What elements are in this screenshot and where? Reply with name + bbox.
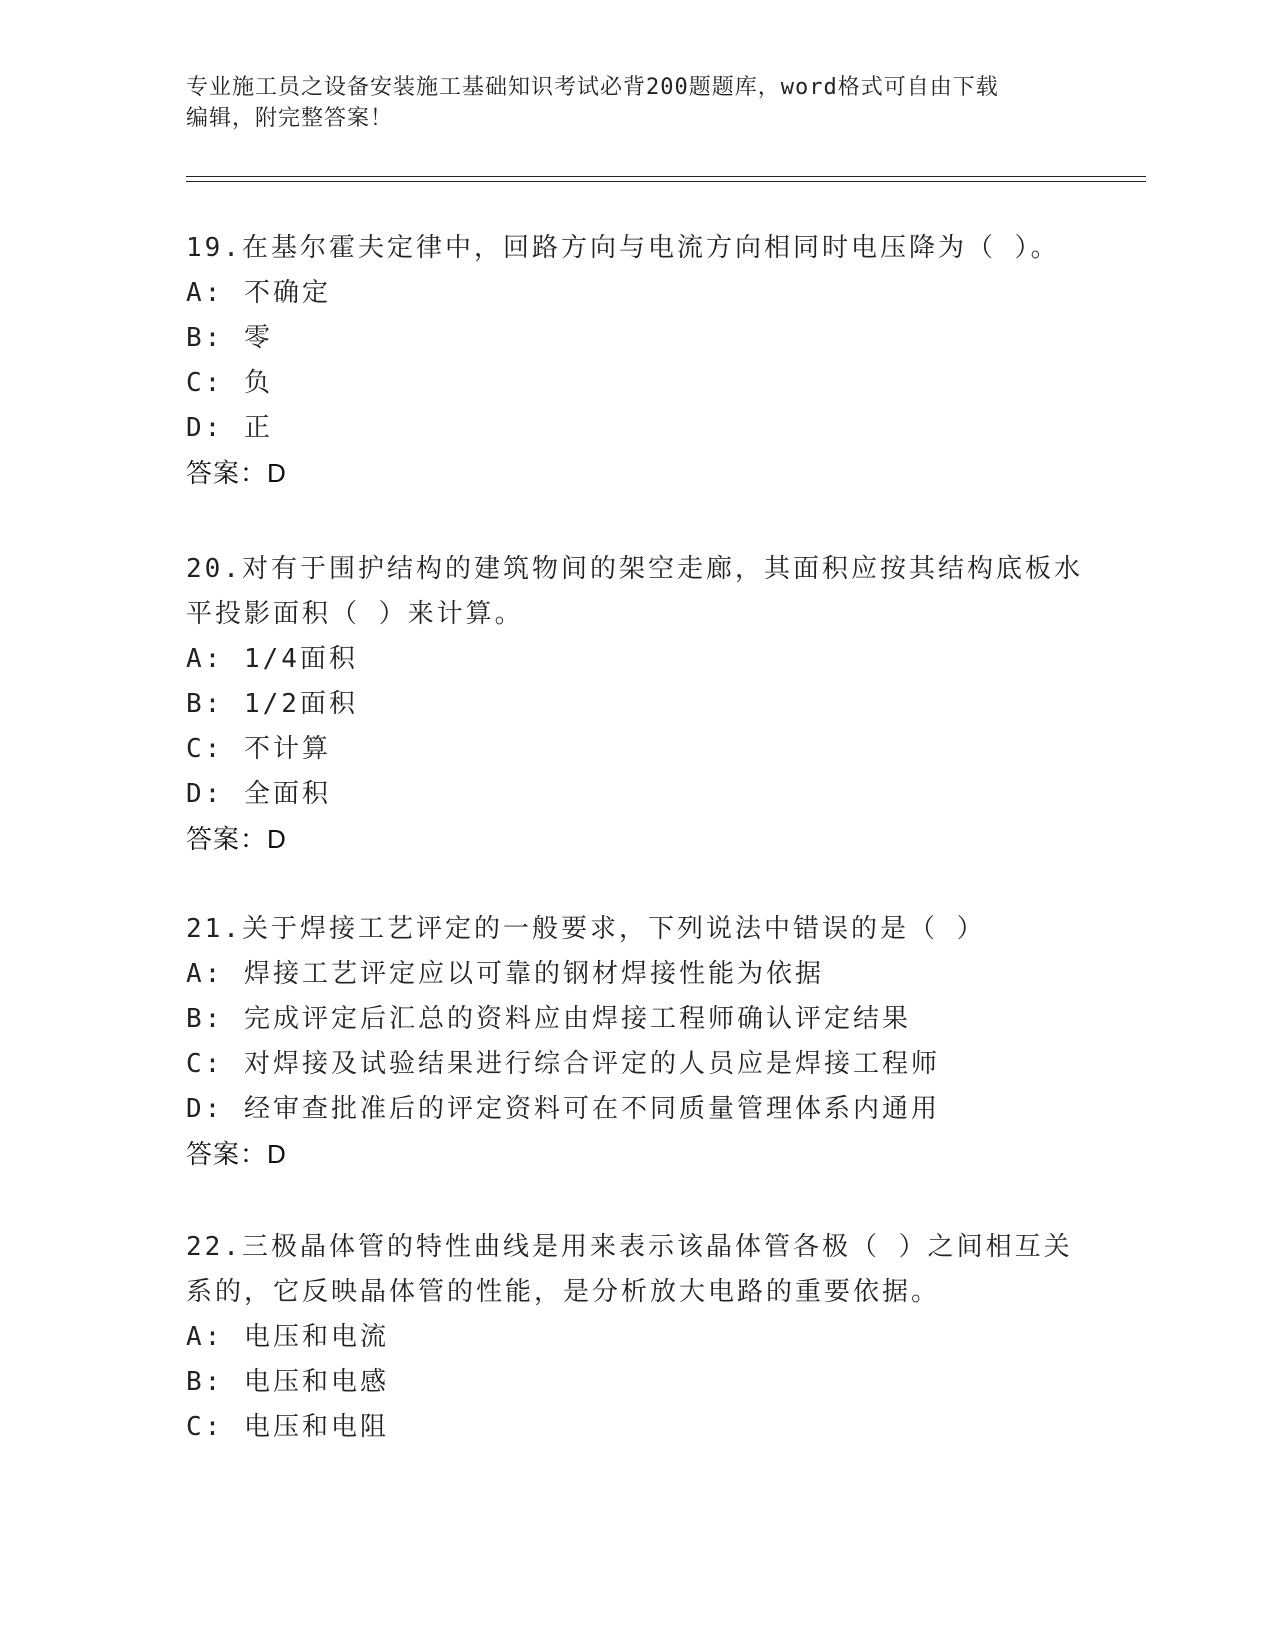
option-key: A: [186, 959, 224, 989]
option-key: A: [186, 278, 224, 308]
option-b [186, 997, 1086, 1042]
option-text: 全面积 [243, 779, 331, 809]
option-key: B: [186, 323, 224, 353]
option-key: C: [186, 368, 224, 398]
option-d [186, 406, 1086, 451]
header-line-2: 编辑，附完整答案！ [186, 106, 394, 131]
option-key: C: [186, 1049, 224, 1079]
option-text: 对焊接及试验结果进行综合评定的人员应是焊接工程师 [243, 1049, 940, 1079]
option-key: B: [186, 689, 224, 719]
question-20 [186, 547, 1086, 862]
document-header [186, 72, 1066, 134]
option-text: 经审查批准后的评定资料可在不同质量管理体系内通用 [243, 1094, 940, 1124]
question-stem-line-1: 22.三极晶体管的特性曲线是用来表示该晶体管各极（ ）之间相互关 [186, 1232, 1073, 1262]
option-text: 完成评定后汇总的资料应由焊接工程师确认评定结果 [243, 1004, 911, 1034]
question-stem-line-1: 20.对有于围护结构的建筑物间的架空走廊，其面积应按其结构底板水 [186, 554, 1083, 584]
option-b [186, 1360, 1086, 1405]
option-text: 负 [243, 368, 273, 398]
answer: 答案：D [186, 458, 287, 488]
question-19 [186, 226, 1086, 496]
question-22 [186, 1225, 1086, 1450]
option-a [186, 271, 1086, 316]
option-key: D: [186, 1094, 224, 1124]
option-text: 1/4面积 [243, 644, 358, 674]
option-key: A: [186, 1322, 224, 1352]
option-c [186, 727, 1086, 772]
option-c [186, 1042, 1086, 1087]
option-text: 焊接工艺评定应以可靠的钢材焊接性能为依据 [243, 959, 824, 989]
question-stem-line-2: 系的，它反映晶体管的性能，是分析放大电路的重要依据。 [186, 1277, 941, 1307]
header-divider-bottom [186, 181, 1146, 182]
option-text: 1/2面积 [243, 689, 358, 719]
option-text: 零 [243, 323, 273, 353]
answer: 答案：D [186, 1139, 287, 1169]
option-text: 正 [243, 413, 273, 443]
question-stem: 19.在基尔霍夫定律中，回路方向与电流方向相同时电压降为（ ）。 [186, 233, 1060, 263]
option-text: 电压和电感 [243, 1367, 389, 1397]
option-key: C: [186, 734, 224, 764]
answer: 答案：D [186, 824, 287, 854]
option-c [186, 361, 1086, 406]
option-text: 不计算 [243, 734, 331, 764]
header-divider-top [186, 176, 1146, 177]
option-key: B: [186, 1004, 224, 1034]
header-line-1: 专业施工员之设备安装施工基础知识考试必背200题题库，word格式可自由下载 [186, 75, 999, 100]
option-key: D: [186, 413, 224, 443]
option-a [186, 1315, 1086, 1360]
option-d [186, 772, 1086, 817]
option-text: 电压和电阻 [243, 1412, 389, 1442]
option-d [186, 1087, 1086, 1132]
option-key: B: [186, 1367, 224, 1397]
option-key: C: [186, 1412, 224, 1442]
option-a [186, 952, 1086, 997]
option-b [186, 682, 1086, 727]
option-a [186, 637, 1086, 682]
option-b [186, 316, 1086, 361]
option-text: 电压和电流 [243, 1322, 389, 1352]
option-key: A: [186, 644, 224, 674]
question-21 [186, 907, 1086, 1177]
option-c [186, 1405, 1086, 1450]
question-stem: 21.关于焊接工艺评定的一般要求，下列说法中错误的是（ ） [186, 914, 986, 944]
option-text: 不确定 [243, 278, 331, 308]
question-stem-line-2: 平投影面积（ ）来计算。 [186, 599, 524, 629]
option-key: D: [186, 779, 224, 809]
